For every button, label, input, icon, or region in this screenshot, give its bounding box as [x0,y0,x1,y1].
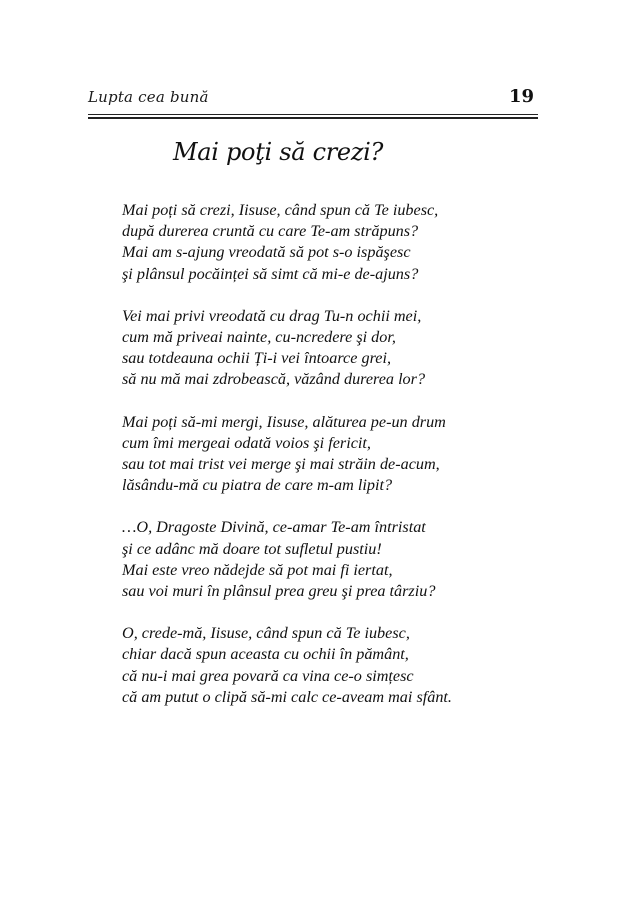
stanza-1 [122,200,582,285]
poem-line: Mai am s-ajung vreodată să pot s-o ispăşesc [122,243,411,262]
page-number: 19 [508,86,534,107]
poem-line: şi plânsul pocăinței să simt că mi-e de-ajuns? [122,264,419,283]
poem-line: chiar dacă spun aceasta cu ochii în pământ, [122,645,409,664]
poem-line: Vei mai privi vreodată cu drag Tu-n ochii mei, [122,306,422,325]
poem-line: Mai poți să crezi, Iisuse, când spun că Te iubesc, [122,201,439,219]
stanza-3 [122,412,582,497]
poem-line: sau tot mai trist vei merge şi mai străin de-acum, [122,455,440,474]
poem-line: că am putut o clipă să-mi calc ce-aveam mai sfânt. [122,687,452,706]
poem-line: cum mă priveai nainte, cu-ncredere şi dor, [122,328,396,347]
poem-line: O, crede-mă, Iisuse, când spun că Te iubesc, [122,624,410,643]
stanza-2 [122,306,582,391]
poem-title: Mai poţi să crezi? [173,138,384,166]
header-rule-thin [88,114,538,115]
poem-line: după durerea cruntă cu care Te-am străpuns? [122,222,419,241]
poem-line: sau totdeauna ochii Ți-i vei întoarce grei, [122,349,391,368]
running-title: Lupta cea bună [88,88,209,106]
poem-line: şi ce adânc mă doare tot sufletul pustiu! [122,539,382,558]
poem-line: Mai poți să-mi mergi, Iisuse, alăturea pe-un drum [122,412,446,431]
poem-line: să nu mă mai zdrobească, văzând durerea lor? [122,370,426,389]
poem-line: lăsându-mă cu piatra de care m-am lipit? [122,476,393,495]
poem-line: cum îmi mergeai odată voios şi fericit, [122,433,371,452]
poem-body [122,200,582,729]
stanza-5 [122,623,582,708]
page-header [88,84,538,116]
poem-line: că nu-i mai grea povară ca vina ce-o simțesc [122,666,414,685]
poem-line: sau voi muri în plânsul prea greu şi prea târziu? [122,582,436,601]
header-rule-thick [88,117,538,119]
poem-line: …O, Dragoste Divină, ce-amar Te-am întristat [122,518,426,537]
stanza-4 [122,517,582,602]
poem-line: Mai este vreo nădejde să pot mai fi iertat, [122,560,393,579]
